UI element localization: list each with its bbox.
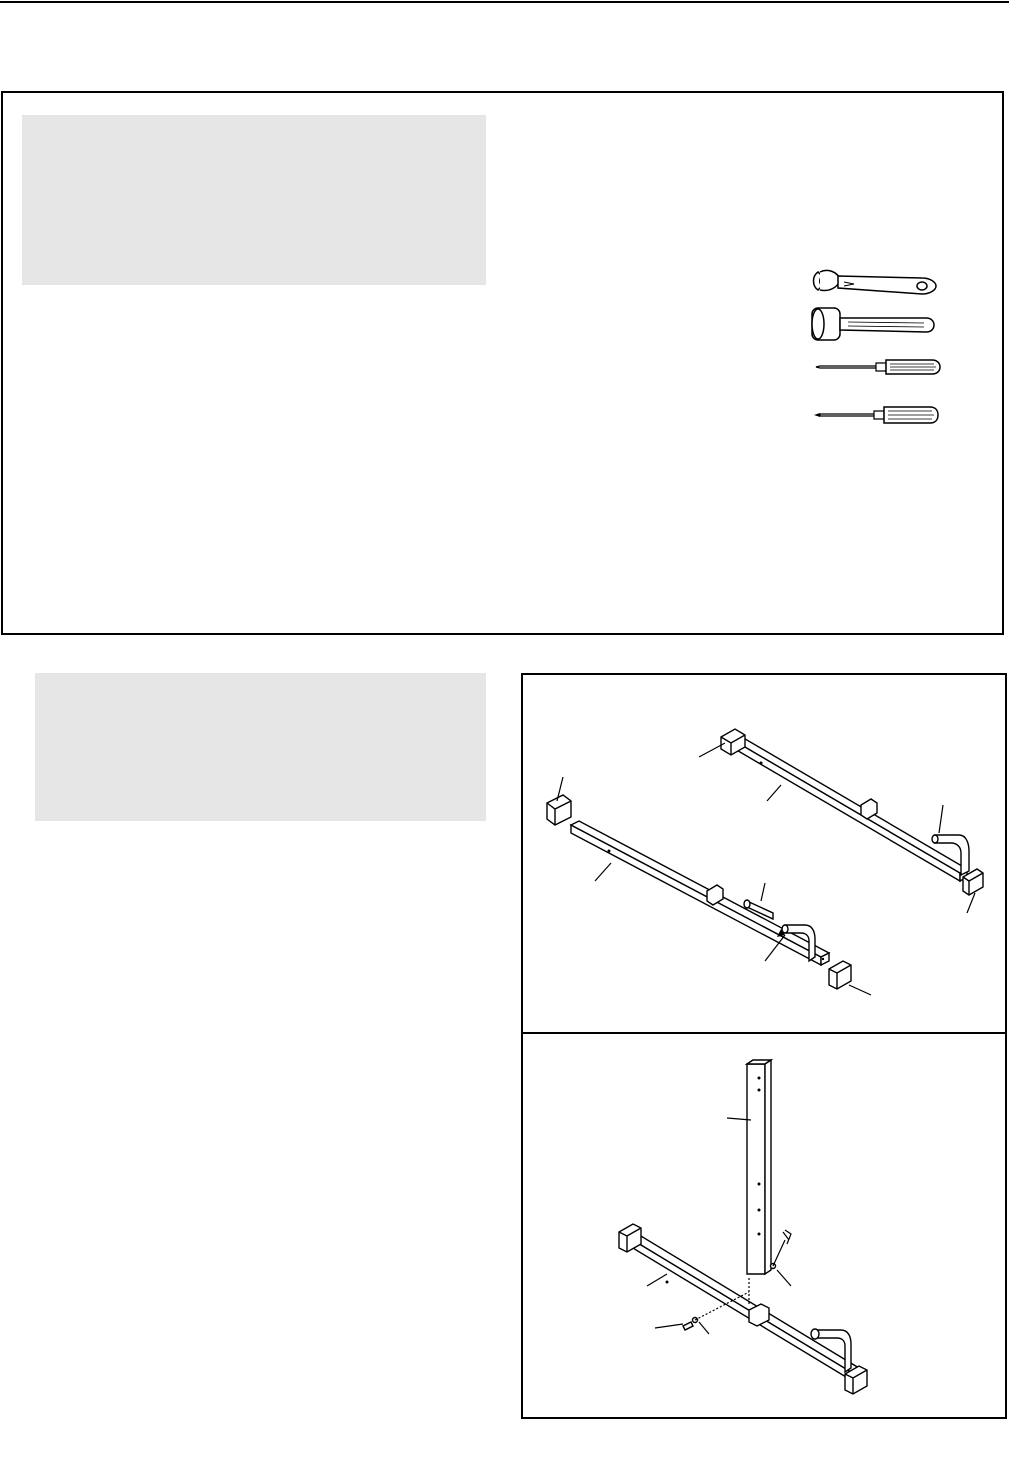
tools-note-shaded-box bbox=[22, 115, 486, 285]
top-rule bbox=[0, 1, 1009, 3]
phillips-screwdriver-icon bbox=[812, 402, 942, 428]
adjustable-wrench-icon bbox=[810, 262, 940, 302]
rubber-mallet-icon bbox=[808, 304, 938, 344]
figure-base-frames bbox=[523, 675, 1005, 1030]
figure-upright-attach bbox=[523, 1034, 1005, 1417]
flat-screwdriver-icon bbox=[814, 355, 944, 379]
step-note-shaded-box bbox=[35, 673, 486, 821]
